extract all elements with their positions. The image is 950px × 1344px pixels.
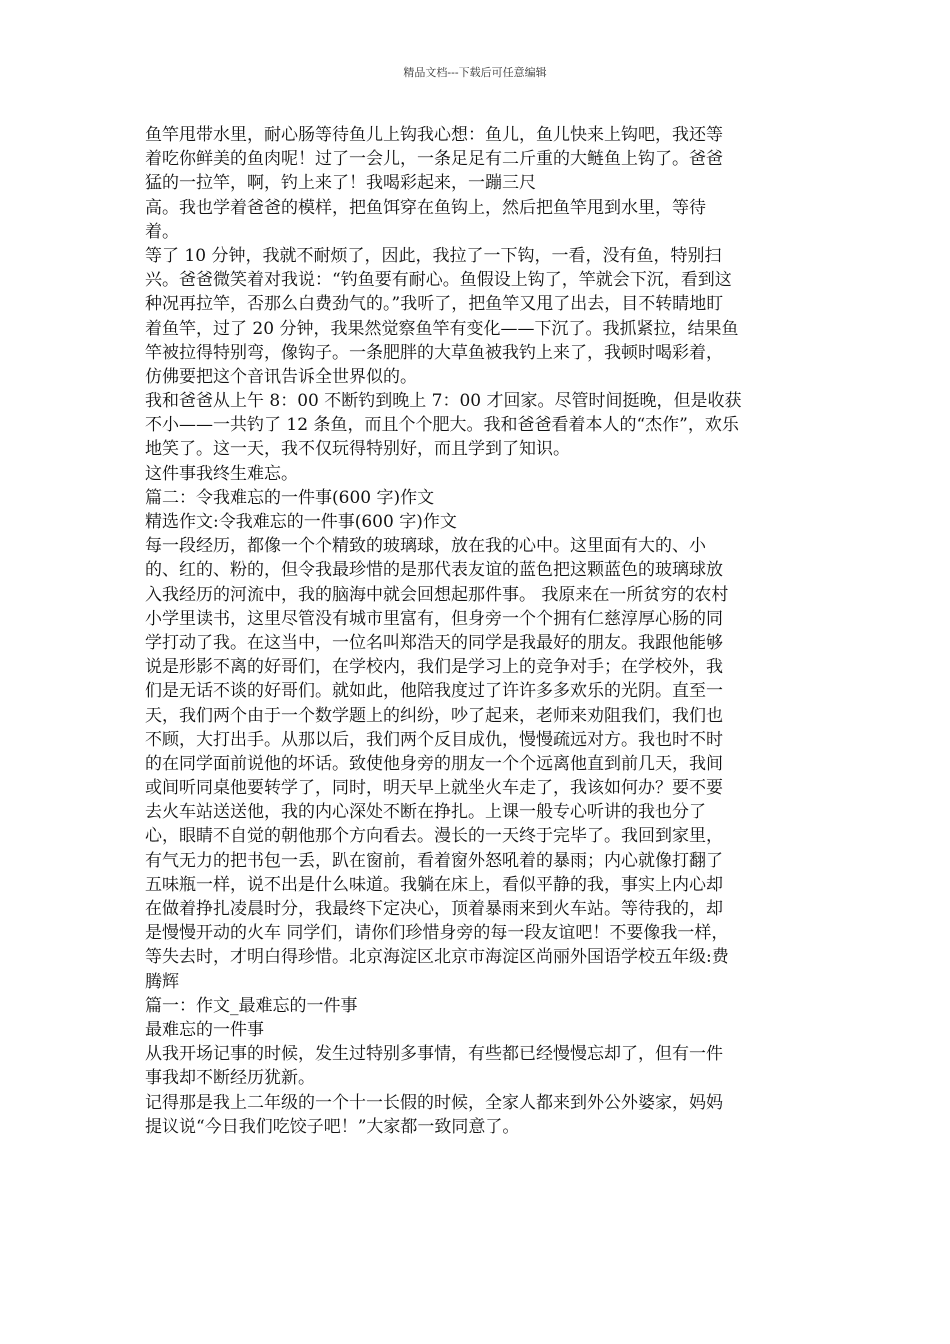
text-line: 不小——一共钓了 12 条鱼，而且个个肥大。我和爸爸看着本人的“杰作”，欢乐 — [145, 415, 739, 436]
text-line: 等失去时，才明白得珍惜。北京海淀区北京市海淀区尚丽外国语学校五年级:费 — [145, 947, 729, 968]
text-line: 篇一：作文_最难忘的一件事 — [145, 995, 358, 1016]
text-line: 这件事我终生难忘。 — [145, 463, 298, 484]
text-line: 的、红的、粉的，但令我最珍惜的是那代表友谊的蓝色把这颗蓝色的玻璃球放 — [145, 560, 723, 581]
text-line: 说是形影不离的好哥们，在学校内，我们是学习上的竞争对手；在学校外，我 — [145, 657, 723, 678]
text-line: 事我却不断经历犹新。 — [145, 1068, 315, 1089]
text-line: 高。我也学着爸爸的模样，把鱼饵穿在鱼钩上，然后把鱼竿甩到水里，等待 — [145, 197, 706, 218]
text-line: 精选作文:令我难忘的一件事(600 字)作文 — [145, 512, 457, 532]
text-line: 去火车站送送他，我的内心深处不断在挣扎。上课一般专心听讲的我也分了 — [145, 802, 706, 823]
text-line: 竿被拉得特别弯，像钩子。一条肥胖的大草鱼被我钓上来了，我顿时喝彩着， — [145, 342, 723, 363]
text-line: 等了 10 分钟，我就不耐烦了，因此，我拉了一下钩，一看，没有鱼，特别扫 — [145, 245, 722, 266]
text-line: 小学里读书，这里尽管没有城市里富有，但身旁一个个拥有仁慈淳厚心肠的同 — [145, 608, 723, 629]
text-line: 有气无力的把书包一丢，趴在窗前，看着窗外怒吼着的暴雨；内心就像打翻了 — [145, 850, 723, 871]
page-header: 精品文档---下载后可任意编辑 — [403, 66, 547, 79]
text-line: 从我开场记事的时候，发生过特别多事情，有些都已经慢慢忘却了，但有一件 — [145, 1044, 723, 1065]
text-line: 鱼竿甩带水里，耐心肠等待鱼儿上钩我心想：鱼儿，鱼儿快来上钩吧，我还等 — [145, 125, 723, 145]
text-line: 不顾，大打出手。从那以后，我们两个反目成仇，慢慢疏远对方。我也时不时 — [145, 729, 723, 750]
document-body — [145, 123, 810, 1139]
text-line: 种况再拉竿，否那么白费劲气的。”我听了，把鱼竿又甩了出去，目不转睛地盯 — [145, 294, 724, 315]
text-line: 是慢慢开动的火车 同学们，请你们珍惜身旁的每一段友谊吧！不要像我一样， — [145, 923, 729, 944]
text-line: 着吃你鲜美的鱼肉呢！过了一会儿，一条足足有二斤重的大鲢鱼上钩了。爸爸 — [145, 149, 723, 170]
text-line: 兴。爸爸微笑着对我说：“钓鱼要有耐心。鱼假设上钩了，竿就会下沉，看到这 — [145, 270, 732, 291]
text-line: 腾辉 — [145, 971, 179, 992]
text-line: 猛的一拉竿，啊，钓上来了！我喝彩起来，一蹦三尺 — [145, 173, 536, 194]
text-line: 或间听同桌他要转学了，同时，明天早上就坐火车走了，我该如何办？要不要 — [145, 778, 723, 799]
text-line: 心，眼睛不自觉的朝他那个方向看去。漫长的一天终于完毕了。我回到家里， — [145, 826, 723, 847]
text-line: 我和爸爸从上午 8：00 不断钓到晚上 7：00 才回家。尽管时间挺晚，但是收获 — [145, 391, 742, 412]
text-line: 提议说“今日我们吃饺子吧！”大家都一致同意了。 — [145, 1116, 520, 1137]
text-line: 着。 — [145, 221, 179, 242]
text-line: 们是无话不谈的好哥们。就如此，他陪我度过了许许多多欢乐的光阴。直至一 — [145, 681, 723, 702]
text-line: 着鱼竿，过了 20 分钟，我果然觉察鱼竿有变化——下沉了。我抓紧拉，结果鱼 — [145, 318, 739, 339]
text-line: 学打动了我。在这当中，一位名叫郑浩天的同学是我最好的朋友。我跟他能够 — [145, 632, 723, 653]
text-line: 最难忘的一件事 — [145, 1019, 264, 1040]
text-line: 在做着挣扎凌晨时分，我最终下定决心，顶着暴雨来到火车站。等待我的，却 — [145, 899, 723, 919]
text-line: 篇二：令我难忘的一件事(600 字)作文 — [145, 487, 435, 508]
text-line: 记得那是我上二年级的一个十一长假的时候，全家人都来到外公外婆家，妈妈 — [145, 1092, 723, 1113]
text-line: 天，我们两个由于一个数学题上的纠纷，吵了起来，老师来劝阻我们，我们也 — [145, 705, 723, 726]
text-line: 入我经历的河流中，我的脑海中就会回想起那件事。 我原来在一所贫穷的农村 — [145, 584, 729, 605]
text-line: 地笑了。这一天，我不仅玩得特别好，而且学到了知识。 — [145, 439, 570, 460]
text-line: 仿佛要把这个音讯告诉全世界似的。 — [145, 366, 417, 387]
text-line: 五味瓶一样，说不出是什么味道。我躺在床上，看似平静的我，事实上内心却 — [145, 874, 723, 895]
text-line: 每一段经历，都像一个个精致的玻璃球，放在我的心中。这里面有大的、小 — [145, 536, 706, 557]
text-line: 的在同学面前说他的坏话。致使他身旁的朋友一个个远离他直到前几天，我间 — [145, 753, 723, 774]
